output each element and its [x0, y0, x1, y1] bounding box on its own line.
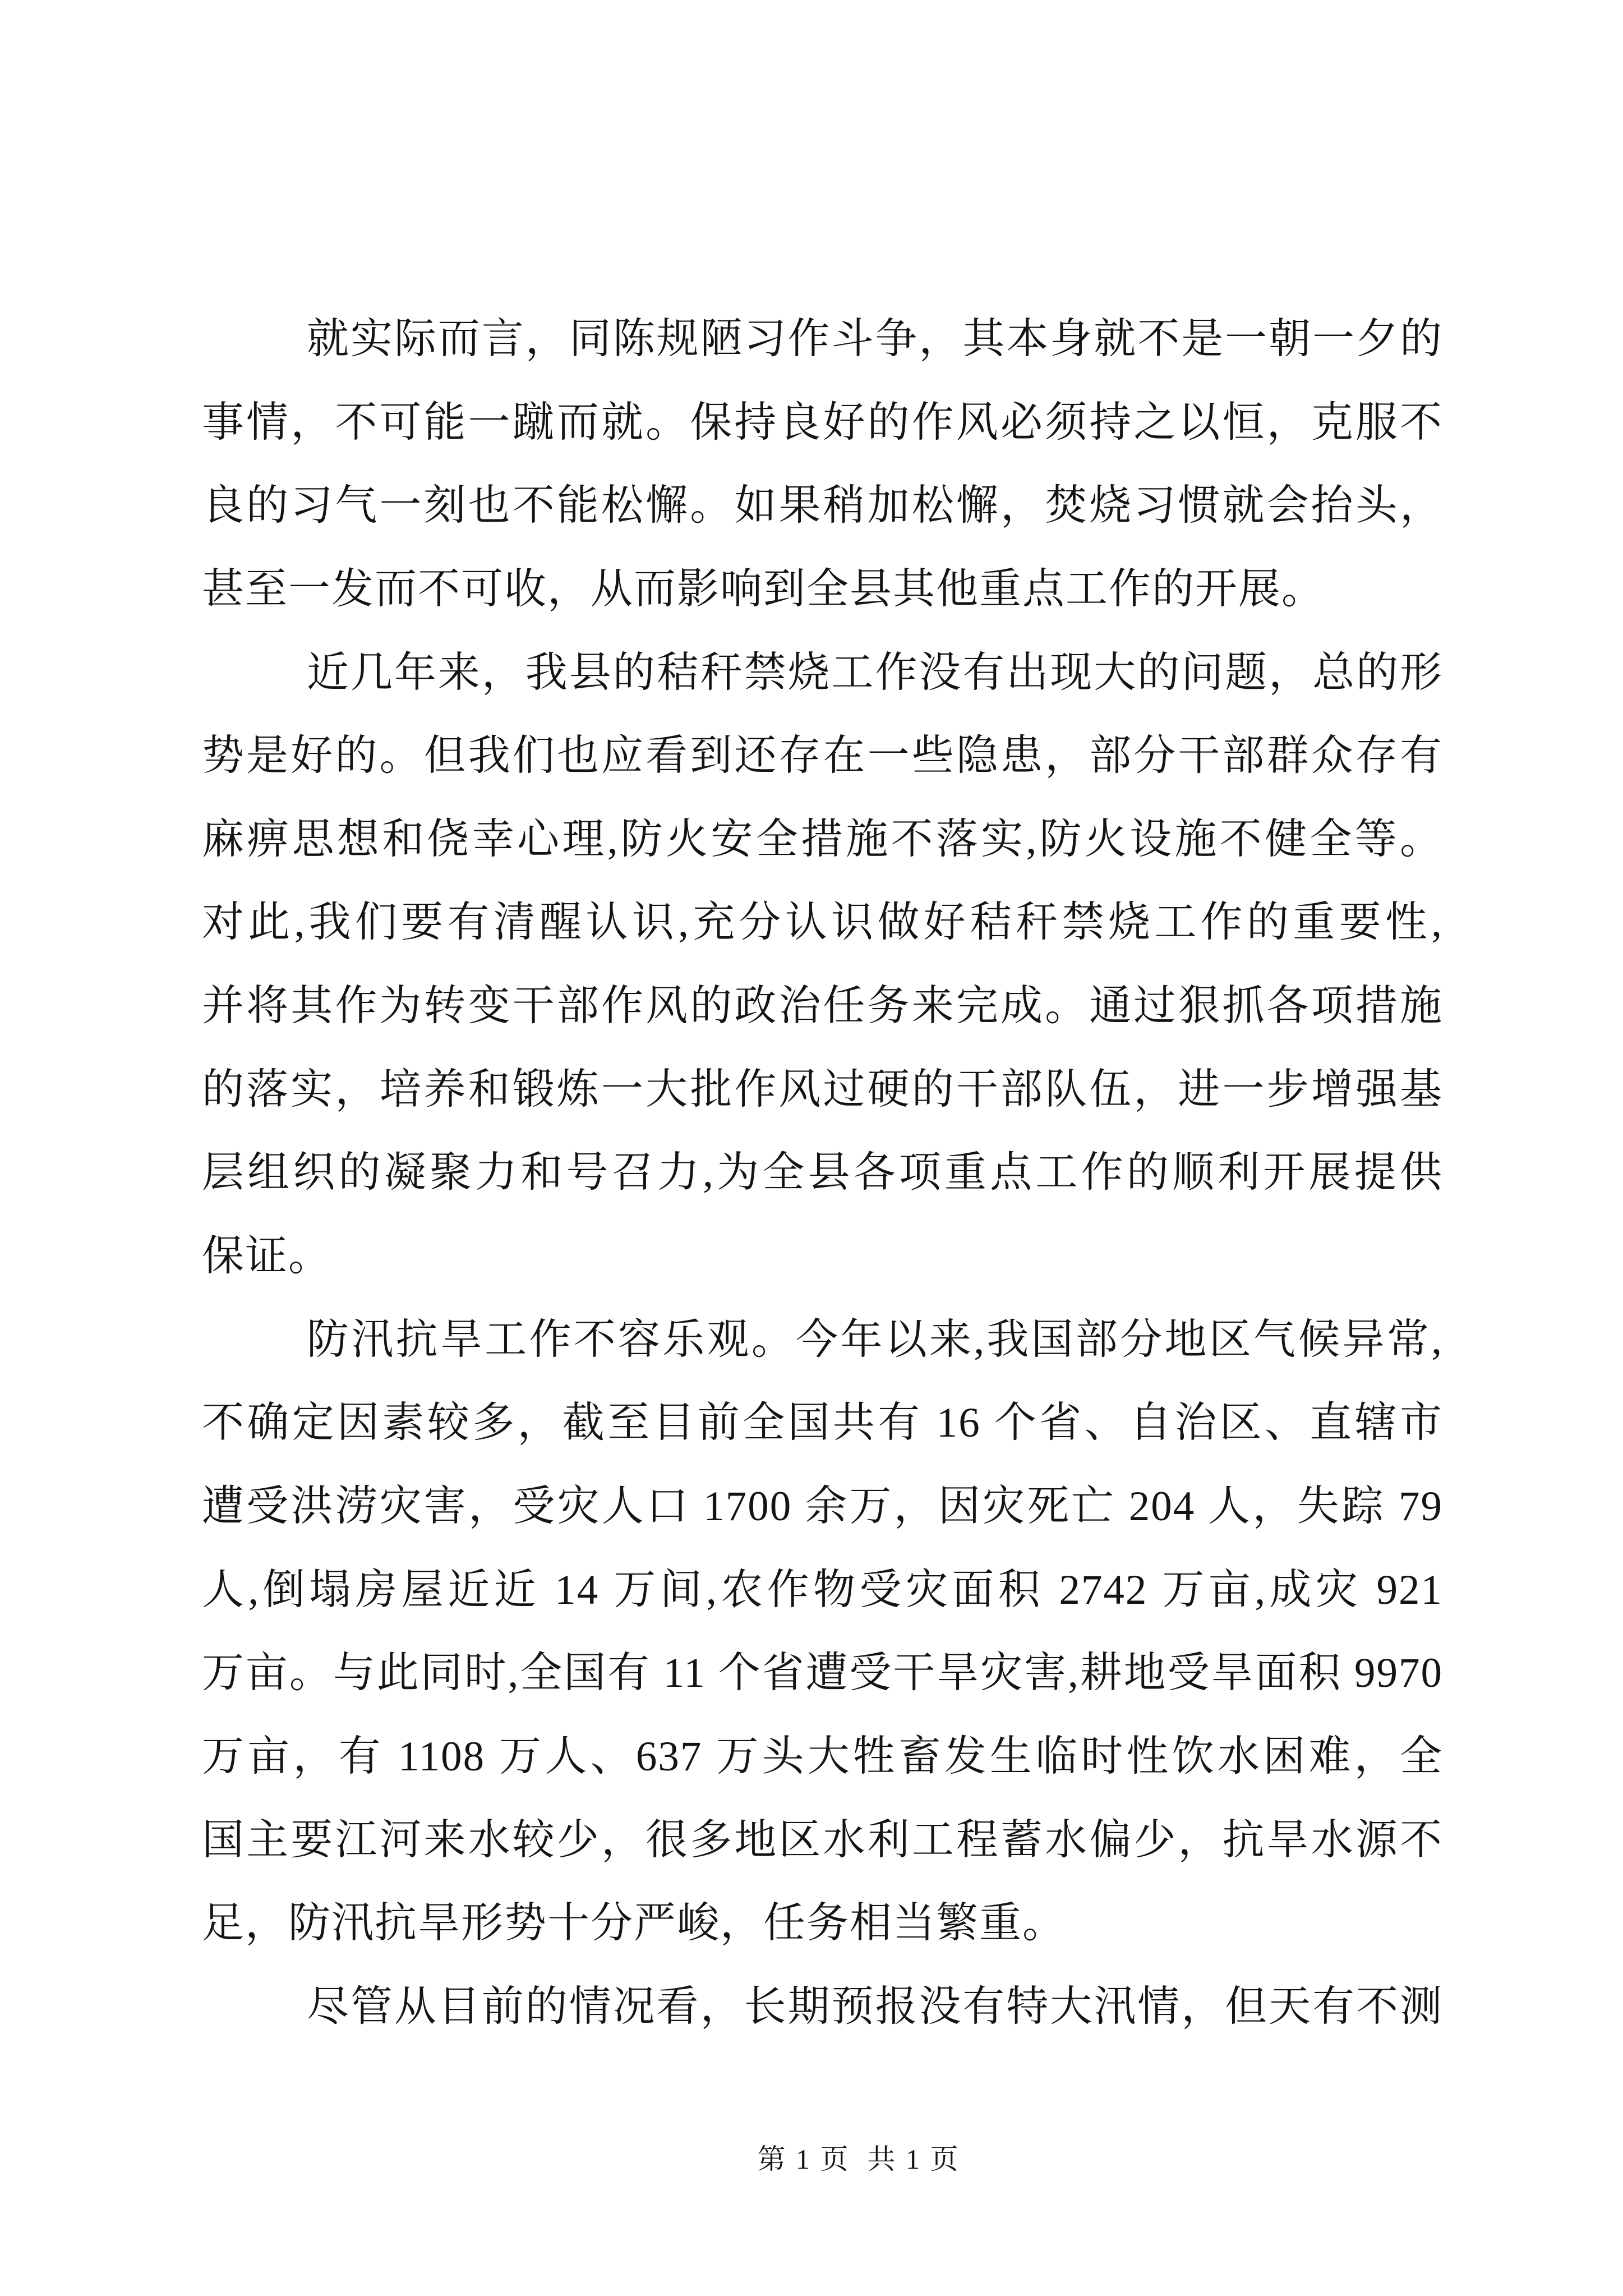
- text-line: 不确定因素较多，截至目前全国共有 16 个省、自治区、直辖市: [202, 1400, 1443, 1447]
- text-line: 良的习气一刻也不能松懈。如果稍加松懈，焚烧习惯就会抬头，: [202, 482, 1443, 530]
- paragraph-4: [202, 1966, 1443, 2049]
- text-line: 对此,我们要有清醒认识,充分认识做好秸秆禁烧工作的重要性,: [202, 899, 1443, 946]
- text-line: 防汛抗旱工作不容乐观。今年以来,我国部分地区气候异常,: [307, 1316, 1443, 1363]
- text-line: 甚至一发而不可收，从而影响到全县其他重点工作的开展。: [202, 565, 1325, 613]
- text-line: 足，防汛抗旱形势十分严峻，任务相当繁重。: [202, 1900, 1066, 1947]
- text-line: 遭受洪涝灾害，受灾人口 1700 余万，因灾死亡 204 人，失踪 79: [202, 1483, 1443, 1530]
- text-line: 尽管从目前的情况看，长期预报没有特大汛情，但天有不测: [307, 1983, 1443, 2030]
- text-line: 麻痹思想和侥幸心理,防火安全措施不落实,防火设施不健全等。: [202, 816, 1443, 863]
- paragraph-2: [202, 632, 1443, 1299]
- text-line: 近几年来，我县的秸秆禁烧工作没有出现大的问题，总的形: [307, 649, 1443, 696]
- text-line: 就实际而言，同陈规陋习作斗争，其本身就不是一朝一夕的: [307, 316, 1443, 362]
- text-line: 势是好的。但我们也应看到还存在一些隐患，部分干部群众存有: [202, 733, 1443, 780]
- text-line: 万亩，有 1108 万人、637 万头大牲畜发生临时性饮水困难，全: [202, 1733, 1443, 1780]
- paragraph-1: [202, 298, 1443, 632]
- text-line: 人,倒塌房屋近近 14 万间,农作物受灾面积 2742 万亩,成灾 921: [202, 1566, 1443, 1613]
- text-line: 事情，不可能一蹴而就。保持良好的作风必须持之以恒，克服不: [202, 399, 1443, 446]
- text-line: 国主要江河来水较少，很多地区水利工程蓄水偏少，抗旱水源不: [202, 1816, 1443, 1864]
- text-line: 并将其作为转变干部作风的政治任务来完成。通过狠抓各项措施: [202, 983, 1443, 1030]
- text-line: 的落实，培养和锻炼一大批作风过硬的干部队伍，进一步增强基: [202, 1066, 1443, 1113]
- text-line: 万亩。与此同时,全国有 11 个省遭受干旱灾害,耕地受旱面积 9970: [202, 1650, 1443, 1697]
- document-body: [202, 298, 1443, 2049]
- text-line: 保证。: [202, 1233, 332, 1280]
- text-line: 层组织的凝聚力和号召力,为全县各项重点工作的顺利开展提供: [202, 1149, 1443, 1197]
- paragraph-3: [202, 1299, 1443, 1966]
- page-number-footer: 第 1 页 共 1 页: [757, 2143, 960, 2175]
